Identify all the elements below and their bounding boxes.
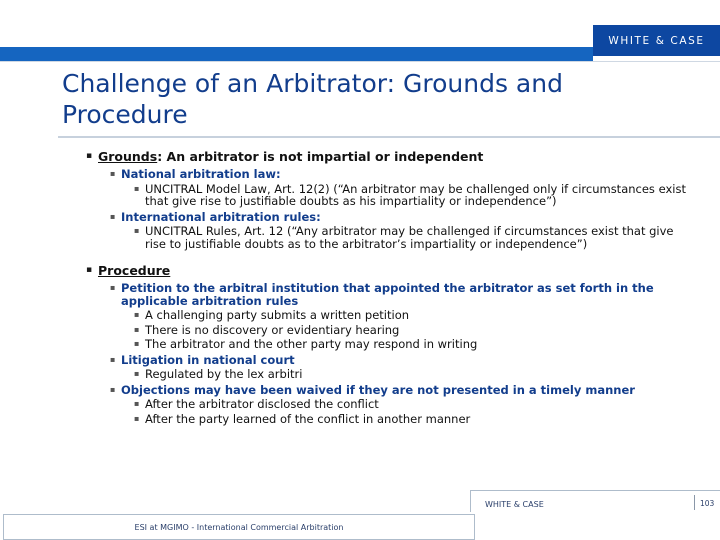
square-bullet-icon: ▪	[86, 151, 93, 161]
footer-company: WHITE & CASE	[485, 500, 544, 509]
square-bullet-icon: ▪	[86, 265, 93, 275]
list-item	[134, 398, 686, 411]
procedure-label: Procedure	[98, 263, 171, 278]
international-rules-bullet	[110, 211, 686, 224]
list-item-text: Regulated by the lex arbitri	[145, 367, 303, 381]
list-item-text: After the party learned of the conflict in another manner	[145, 411, 471, 426]
company-logo: WHITE & CASE	[593, 25, 720, 56]
square-bullet-icon: ▪	[134, 399, 140, 408]
square-bullet-icon: ▪	[110, 169, 116, 178]
uncitral-rules-item	[134, 225, 686, 250]
list-item	[134, 338, 686, 351]
model-law-item	[134, 183, 686, 208]
grounds-label: Grounds	[98, 149, 158, 164]
header-rule	[0, 61, 720, 62]
square-bullet-icon: ▪	[110, 283, 116, 292]
international-rules-label: International arbitration rules:	[121, 209, 321, 224]
litigation-label: Litigation in national court	[121, 352, 295, 367]
square-bullet-icon: ▪	[134, 226, 140, 235]
square-bullet-icon: ▪	[134, 183, 140, 193]
model-law-text: UNCITRAL Model Law, Art. 12(2) (“An arbitrator may be challenged only if circumstances exist that give rise to justifiable doubts as his impartiality or independence”)	[145, 181, 686, 208]
footer-caption: ESI at MGIMO - International Commercial Arbitration	[3, 514, 475, 540]
square-bullet-icon: ▪	[110, 354, 116, 364]
title-separator	[58, 136, 720, 138]
square-bullet-icon: ▪	[134, 324, 140, 334]
square-bullet-icon: ▪	[134, 413, 140, 423]
footer-divider	[470, 490, 720, 491]
litigation-bullet	[110, 354, 686, 367]
square-bullet-icon: ▪	[134, 310, 140, 319]
slide-body	[86, 148, 686, 425]
header-band	[0, 47, 593, 61]
national-law-label: National arbitration law:	[121, 167, 281, 181]
square-bullet-icon: ▪	[110, 384, 116, 394]
petition-bullet	[110, 282, 686, 307]
square-bullet-icon: ▪	[134, 369, 140, 378]
procedure-bullet	[86, 262, 686, 279]
square-bullet-icon: ▪	[134, 339, 140, 348]
objections-label: Objections may have been waived if they are not presented in a timely manner	[121, 382, 635, 397]
list-item-text: After the arbitrator disclosed the conflict	[145, 397, 379, 411]
footer-divider-vertical	[470, 490, 471, 512]
national-law-bullet	[110, 168, 686, 181]
list-item-text: A challenging party submits a written petition	[145, 308, 410, 322]
slide-title: Challenge of an Arbitrator: Grounds and Procedure	[62, 69, 563, 129]
page-number: 103	[700, 499, 715, 508]
list-item	[134, 413, 686, 426]
list-item-text: There is no discovery or evidentiary hearing	[145, 322, 400, 337]
uncitral-rules-text: UNCITRAL Rules, Art. 12 (“Any arbitrator may be challenged if circumstances exist that give rise to justifiable doubts as to the arbitrator’s impartiality or independence”)	[145, 224, 674, 251]
square-bullet-icon: ▪	[110, 211, 116, 221]
list-item	[134, 324, 686, 337]
list-item	[134, 309, 686, 322]
grounds-bullet	[86, 148, 686, 165]
petition-label: Petition to the arbitral institution that appointed the arbitrator as set forth in the applicable arbitration rules	[121, 281, 654, 308]
list-item-text: The arbitrator and the other party may respond in writing	[145, 337, 478, 351]
grounds-text: : An arbitrator is not impartial or independent	[157, 149, 484, 164]
page-number-separator	[694, 495, 695, 510]
list-item	[134, 368, 686, 381]
objections-bullet	[110, 384, 686, 397]
